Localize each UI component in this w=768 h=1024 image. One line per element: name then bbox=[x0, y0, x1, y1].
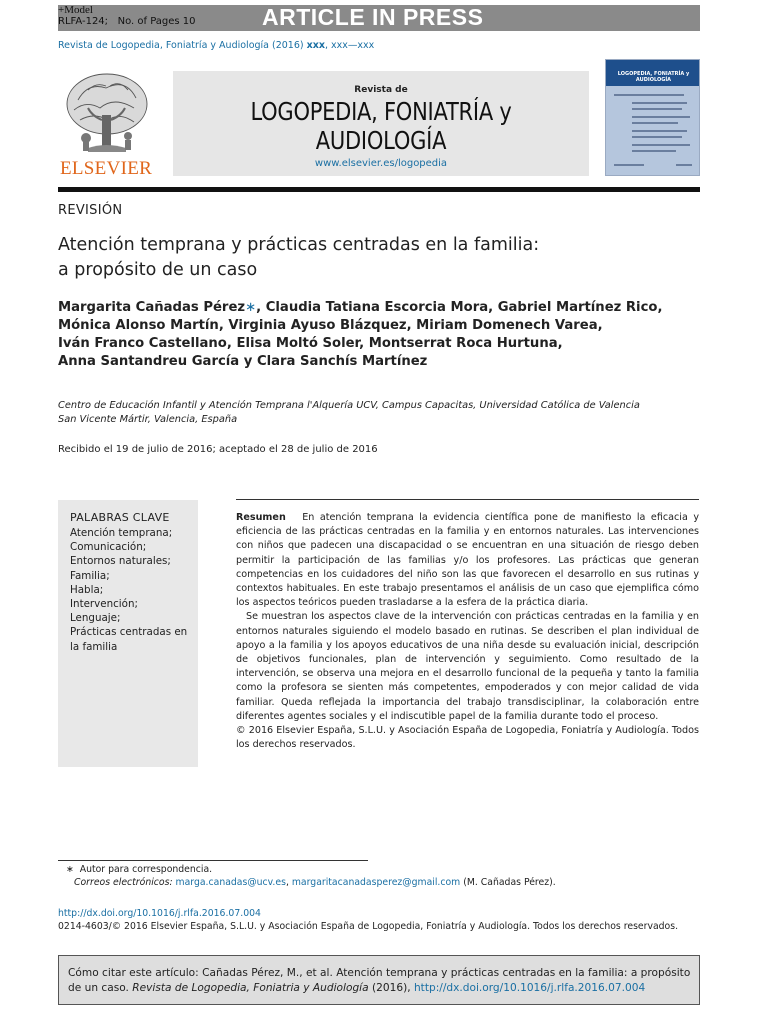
doi-text: http://dx.doi.org/10.1016/j.rlfa.2016.07.004 bbox=[58, 908, 261, 919]
author-names: , Claudia Tatiana Escorcia Mora, Gabriel Martínez Rico, bbox=[256, 300, 663, 315]
affiliation-line: Centro de Educación Infantil y Atención Temprana l'Alquería UCV, Campus Capacitas, Universidad Católica de Valencia bbox=[58, 400, 640, 411]
author-line bbox=[58, 299, 698, 317]
keyword: Familia; bbox=[70, 569, 110, 582]
masthead-revista-de: Revista de bbox=[354, 85, 408, 95]
abstract bbox=[236, 511, 699, 752]
journal-ref-pages: , xxx—xxx bbox=[325, 40, 375, 51]
keyword: Entornos naturales; bbox=[70, 555, 171, 568]
affiliation bbox=[58, 399, 698, 427]
footnote-divider bbox=[58, 860, 368, 861]
email-link[interactable]: margaritacanadasperez@gmail.com bbox=[291, 877, 461, 888]
footnote-mark: ∗ bbox=[66, 864, 74, 875]
journal-reference[interactable] bbox=[58, 40, 374, 51]
cover-toc-line bbox=[614, 94, 684, 96]
citation-year: (2016), bbox=[368, 982, 414, 994]
email-footnote bbox=[74, 877, 556, 888]
pages-label: No. of Pages 10 bbox=[117, 16, 196, 27]
issn-copyright-line: 0214-4603/© 2016 Elsevier España, S.L.U. y Asociación España de Logopedia, Foniatría y Audiología. Todos los derechos reservados. bbox=[58, 921, 679, 932]
emails-label: Correos electrónicos: bbox=[74, 877, 173, 888]
keyword: Comunicación; bbox=[70, 541, 147, 554]
cover-toc-line bbox=[632, 144, 690, 146]
keyword: Lenguaje; bbox=[70, 612, 121, 625]
cover-toc-line bbox=[632, 150, 676, 152]
article-code: RLFA-124; bbox=[58, 16, 109, 27]
article-code-line bbox=[58, 16, 196, 28]
abstract-divider bbox=[236, 499, 699, 500]
cover-toc-line bbox=[632, 102, 687, 104]
article-in-press-label: ARTICLE IN PRESS bbox=[262, 4, 484, 30]
journal-ref-volume: xxx bbox=[306, 40, 326, 51]
cover-toc-line bbox=[632, 122, 678, 124]
cover-toc-line bbox=[632, 108, 682, 110]
journal-ref-text: Revista de Logopedia, Foniatría y Audiología (2016) bbox=[58, 40, 307, 51]
citation-text bbox=[68, 966, 693, 996]
keyword: Habla; bbox=[70, 583, 104, 596]
footnote-text: Autor para correspondencia. bbox=[79, 864, 213, 875]
email-link[interactable]: marga.canadas@ucv.es bbox=[175, 877, 286, 888]
corresponding-author-link[interactable]: ∗ bbox=[245, 300, 257, 315]
email-separator: , bbox=[285, 877, 292, 888]
author-list bbox=[58, 299, 698, 371]
abstract-heading: Resumen bbox=[236, 512, 286, 523]
received-dates: Recibido el 19 de julio de 2016; aceptado el 28 de julio de 2016 bbox=[58, 444, 378, 455]
keywords-list bbox=[70, 526, 195, 654]
article-section-label: REVISIÓN bbox=[58, 203, 123, 218]
elsevier-wordmark: ELSEVIER bbox=[60, 158, 153, 179]
cover-toc-line bbox=[614, 164, 644, 166]
affiliation-line: San Vicente Mártir, Valencia, España bbox=[58, 414, 238, 425]
keywords-heading: PALABRAS CLAVE bbox=[70, 511, 170, 524]
title-line: Atención temprana y prácticas centradas en la familia: bbox=[58, 235, 540, 255]
masthead-journal-url[interactable]: www.elsevier.es/logopedia bbox=[314, 158, 448, 169]
model-label: +Model bbox=[58, 4, 93, 16]
abstract-copyright: © 2016 Elsevier España, S.L.U. y Asociación España de Logopedia, Foniatría y Audiología. Todos los derechos reservados. bbox=[236, 725, 699, 751]
email-owner: (M. Cañadas Pérez). bbox=[460, 877, 556, 888]
abstract-paragraph: Se muestran los aspectos clave de la intervención con prácticas centradas en la familia y en entornos naturales siguiendo el modelo basado en rutinas. Se describen el plan individual de apoyo a la familia y los apoyos educativos de una niña desde su evaluación inicial, descripción de objetivos funcionales, plan de intervención y seguimiento. Como resultado de la intervención, se observa una mejora en el desarrollo funcional de la pequeña y tanto la familia como la profesora se sienten más competentes, empoderados y con mejor calidad de vida familiar. Queda reflejada la importancia del trabajo transdisciplinar, la colaboración entre diferentes agentes sociales y el indiscutible papel de la familia durante todo el proceso. bbox=[236, 611, 699, 722]
author-line: Anna Santandreu García y Clara Sanchís Martínez bbox=[58, 354, 428, 369]
citation-journal: Revista de Logopedia, Foniatria y Audiología bbox=[132, 982, 369, 994]
abstract-paragraph bbox=[236, 511, 699, 610]
keyword: Prácticas centradas en la familia bbox=[70, 626, 188, 653]
citation-doi-link[interactable]: http://dx.doi.org/10.1016/j.rlfa.2016.07.004 bbox=[413, 982, 646, 994]
article-title bbox=[58, 233, 698, 283]
keyword: Atención temprana; bbox=[70, 527, 173, 539]
doi-link[interactable] bbox=[58, 908, 261, 919]
cover-title: LOGOPEDIA, FONIATRÍA y AUDIOLOGÍA bbox=[617, 71, 690, 83]
masthead-divider bbox=[58, 187, 700, 192]
author-line: Mónica Alonso Martín, Virginia Ayuso Blázquez, Miriam Domenech Varea, bbox=[58, 318, 603, 333]
author-name: Margarita Cañadas Pérez bbox=[58, 300, 246, 315]
abstract-text: En atención temprana la evidencia científica pone de manifiesto la eficacia y eficiencia de las prácticas centradas en la familia y en entornos naturales. Las intervenciones con niños que padecen una discapacidad o se encuentran en una situación de riesgo deben permitir la participación de las familias y/o los profesores. Las prácticas que generan competencias en los cuidadores del niño son las que favorecen el desarrollo en sus rutinas y contextos habituales. En este trabajo presentamos el análisis de un caso que ejemplifica cómo los aspectos teóricos pueden trasladarse a la esfera de la práctica diaria. bbox=[236, 512, 699, 609]
journal-cover-thumbnail bbox=[605, 59, 700, 176]
cover-toc-line bbox=[632, 130, 687, 132]
cover-toc-line bbox=[632, 116, 690, 118]
corresponding-author-footnote bbox=[66, 864, 212, 875]
keyword: Intervención; bbox=[70, 598, 138, 611]
author-line: Iván Franco Castellano, Elisa Moltó Soler, Montserrat Roca Hurtuna, bbox=[58, 336, 563, 351]
cover-toc-line bbox=[676, 164, 692, 166]
cover-toc-line bbox=[632, 136, 682, 138]
masthead-journal-title: LOGOPEDIA, FONIATRÍA y AUDIOLOGÍA bbox=[250, 97, 512, 155]
title-line: a propósito de un caso bbox=[58, 260, 258, 280]
citation-lead: Cómo citar este artículo: Cañadas Pérez, M., et al. Atención temprana y prácticas centradas en la familia: a propósito de un caso. bbox=[68, 967, 691, 994]
